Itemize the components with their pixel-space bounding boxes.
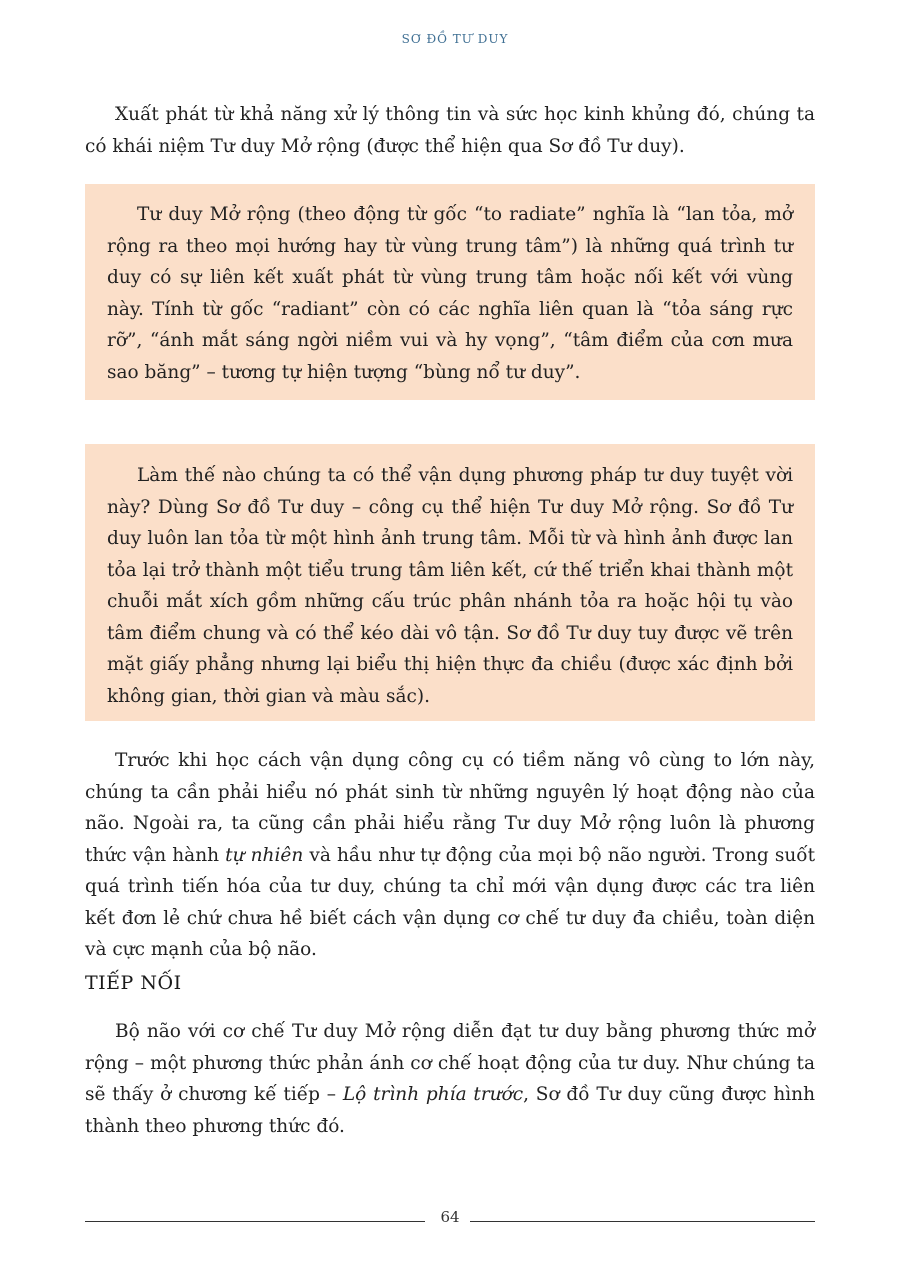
- next-paragraph-text-end: , Sơ đồ Tư duy cũng được hình thành theo phương thức đó.: [85, 1084, 816, 1137]
- next-chapter-paragraph: [85, 1016, 815, 1142]
- next-chapter-title-italic: Lộ trình phía trước: [342, 1084, 524, 1105]
- brain-principles-paragraph: [85, 745, 815, 966]
- brain-paragraph-text-end: và hầu như tự động của mọi bộ não người. Trong suốt quá trình tiến hóa của tư duy, chúng ta chỉ mới vận dụng được các tra liên kết đơn lẻ chứ chưa hề biết cách vận dụng cơ chế tư duy đa chiều, toàn diện và cực mạnh của bộ não.: [85, 844, 816, 960]
- highlight-box-radiant-definition: [85, 184, 815, 400]
- mind-map-usage-text: Làm thế nào chúng ta có thể vận dụng phương pháp tư duy tuyệt vời này? Dùng Sơ đồ Tư duy – công cụ thể hiện Tư duy Mở rộng. Sơ đồ Tư duy luôn lan tỏa từ một hình ảnh trung tâm. Mỗi từ và hình ảnh được lan tỏa lại trở thành một tiểu trung tâm liên kết, cứ thế triển khai thành một chuỗi mắt xích gồm những cấu trúc phân nhánh tỏa ra hoặc hội tụ vào tâm điểm chung và có thể kéo dài vô tận. Sơ đồ Tư duy tuy được vẽ trên mặt giấy phẳng nhưng lại biểu thị hiện thực đa chiều (được xác định bởi không gian, thời gian và màu sắc).: [107, 465, 793, 707]
- section-heading: TIẾP NỐI: [85, 972, 182, 994]
- highlight-box-mind-map-usage: [85, 444, 815, 721]
- footer-rule-left: [85, 1221, 425, 1222]
- intro-paragraph: Xuất phát từ khả năng xử lý thông tin và sức học kinh khủng đó, chúng ta có khái niệm Tư duy Mở rộng (được thể hiện qua Sơ đồ Tư duy).: [85, 104, 815, 157]
- next-paragraph-text-start: Bộ não với cơ chế Tư duy Mở rộng diễn đạt tư duy bằng phương thức mở rộng – một phương thức phản ánh cơ chế hoạt động của tư duy. Như chúng ta sẽ thấy ở chương kế tiếp –: [85, 1021, 815, 1105]
- brain-paragraph-text-start: Trước khi học cách vận dụng công cụ có tiềm năng vô cùng to lớn này, chúng ta cần phải hiểu nó phát sinh từ những nguyên lý hoạt động nào của não. Ngoài ra, ta cũng cần phải hiểu rằng Tư duy Mở rộng luôn là phương thức vận hành: [85, 750, 815, 866]
- footer-rule-right: [470, 1221, 815, 1222]
- page-footer: [85, 1208, 815, 1232]
- page-number: 64: [440, 1208, 460, 1226]
- running-header: SƠ ĐỒ TƯ DUY: [401, 32, 509, 46]
- radiant-definition-text: Tư duy Mở rộng (theo động từ gốc “to radiate” nghĩa là “lan tỏa, mở rộng ra theo mọi hướng hay từ vùng trung tâm”) là những quá trình tư duy có sự liên kết xuất phát từ vùng trung tâm hoặc nối kết với vùng này. Tính từ gốc “radiant” còn có các nghĩa liên quan là “tỏa sáng rực rỡ”, “ánh mắt sáng ngời niềm vui và hy vọng”, “tâm điểm của cơn mưa sao băng” – tương tự hiện tượng “bùng nổ tư duy”.: [107, 204, 793, 383]
- brain-paragraph-italic-term: tự nhiên: [225, 844, 304, 866]
